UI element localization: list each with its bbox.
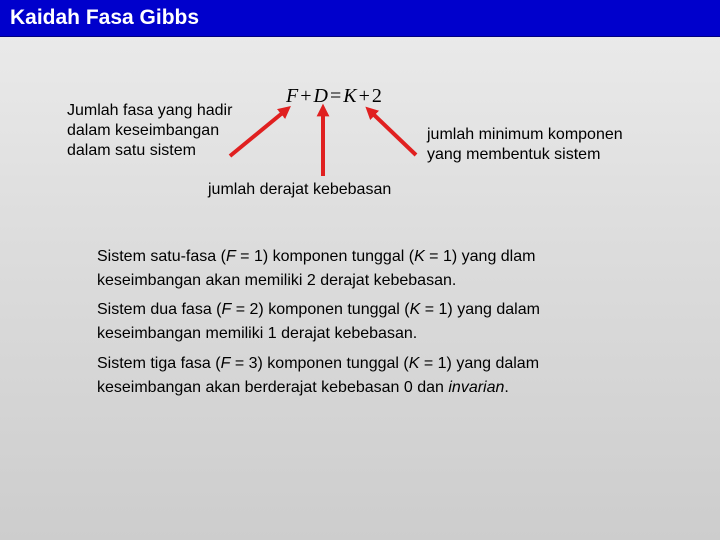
italic-variable: K <box>409 301 421 318</box>
arrow-to-k <box>370 111 416 155</box>
text-run: = 2) komponen tunggal ( <box>231 301 410 318</box>
text-run: keseimbangan memiliki 1 derajat kebebasan. <box>97 325 418 342</box>
annotation-degrees-of-freedom: jumlah derajat kebebasan <box>208 181 392 198</box>
text-run: = 1) yang dalam <box>419 355 540 372</box>
formula-d: D <box>313 85 328 107</box>
paragraph-line <box>97 352 707 376</box>
annotation-phases-line: Jumlah fasa yang hadir <box>67 102 233 119</box>
paragraph-line <box>97 245 707 269</box>
annotation-components-line: jumlah minimum komponen <box>427 126 623 143</box>
paragraph-line <box>97 298 707 322</box>
paragraph-line <box>97 322 707 346</box>
text-run: Sistem tiga fasa ( <box>97 355 221 372</box>
slide-title: Kaidah Fasa Gibbs <box>10 6 200 29</box>
formula-plus: + <box>300 85 312 107</box>
annotation-phases-line: dalam satu sistem <box>67 142 196 159</box>
text-run: = 1) komponen tunggal ( <box>235 248 415 265</box>
italic-variable: K <box>408 355 420 372</box>
formula-f: F <box>286 85 299 107</box>
paragraph-three-phase <box>97 352 707 400</box>
formula-k: K <box>343 85 357 107</box>
text-run: = 1) yang dalam <box>420 301 540 318</box>
formula-equals: = <box>329 85 342 107</box>
annotation-components-line: yang membentuk sistem <box>427 146 601 163</box>
paragraph-line <box>97 269 707 293</box>
paragraph-one-phase <box>97 245 707 293</box>
text-run: keseimbangan akan berderajat kebebasan 0 dan <box>97 379 449 396</box>
italic-variable: K <box>414 248 425 265</box>
annotation-phases-line: dalam keseimbangan <box>67 122 220 139</box>
text-run: Sistem dua fasa ( <box>97 301 222 318</box>
italic-variable: F <box>221 301 232 318</box>
formula-operator: + <box>358 85 370 107</box>
annotation-components <box>427 125 623 165</box>
text-run: = 1) yang dlam <box>424 248 536 265</box>
text-run: = 3) komponen tunggal ( <box>230 355 409 372</box>
italic-variable: F <box>225 248 236 265</box>
paragraph-two-phase <box>97 298 707 346</box>
paragraph-line <box>97 376 707 400</box>
text-run: . <box>504 379 509 396</box>
italic-term: invarian <box>448 379 505 396</box>
text-run: keseimbangan akan memiliki 2 derajat kebebasan. <box>97 272 457 289</box>
arrow-to-f <box>230 110 286 156</box>
italic-variable: F <box>220 355 231 372</box>
annotation-phases <box>67 101 232 161</box>
text-run: Sistem satu-fasa ( <box>97 248 226 265</box>
formula-two: 2 <box>371 85 382 107</box>
